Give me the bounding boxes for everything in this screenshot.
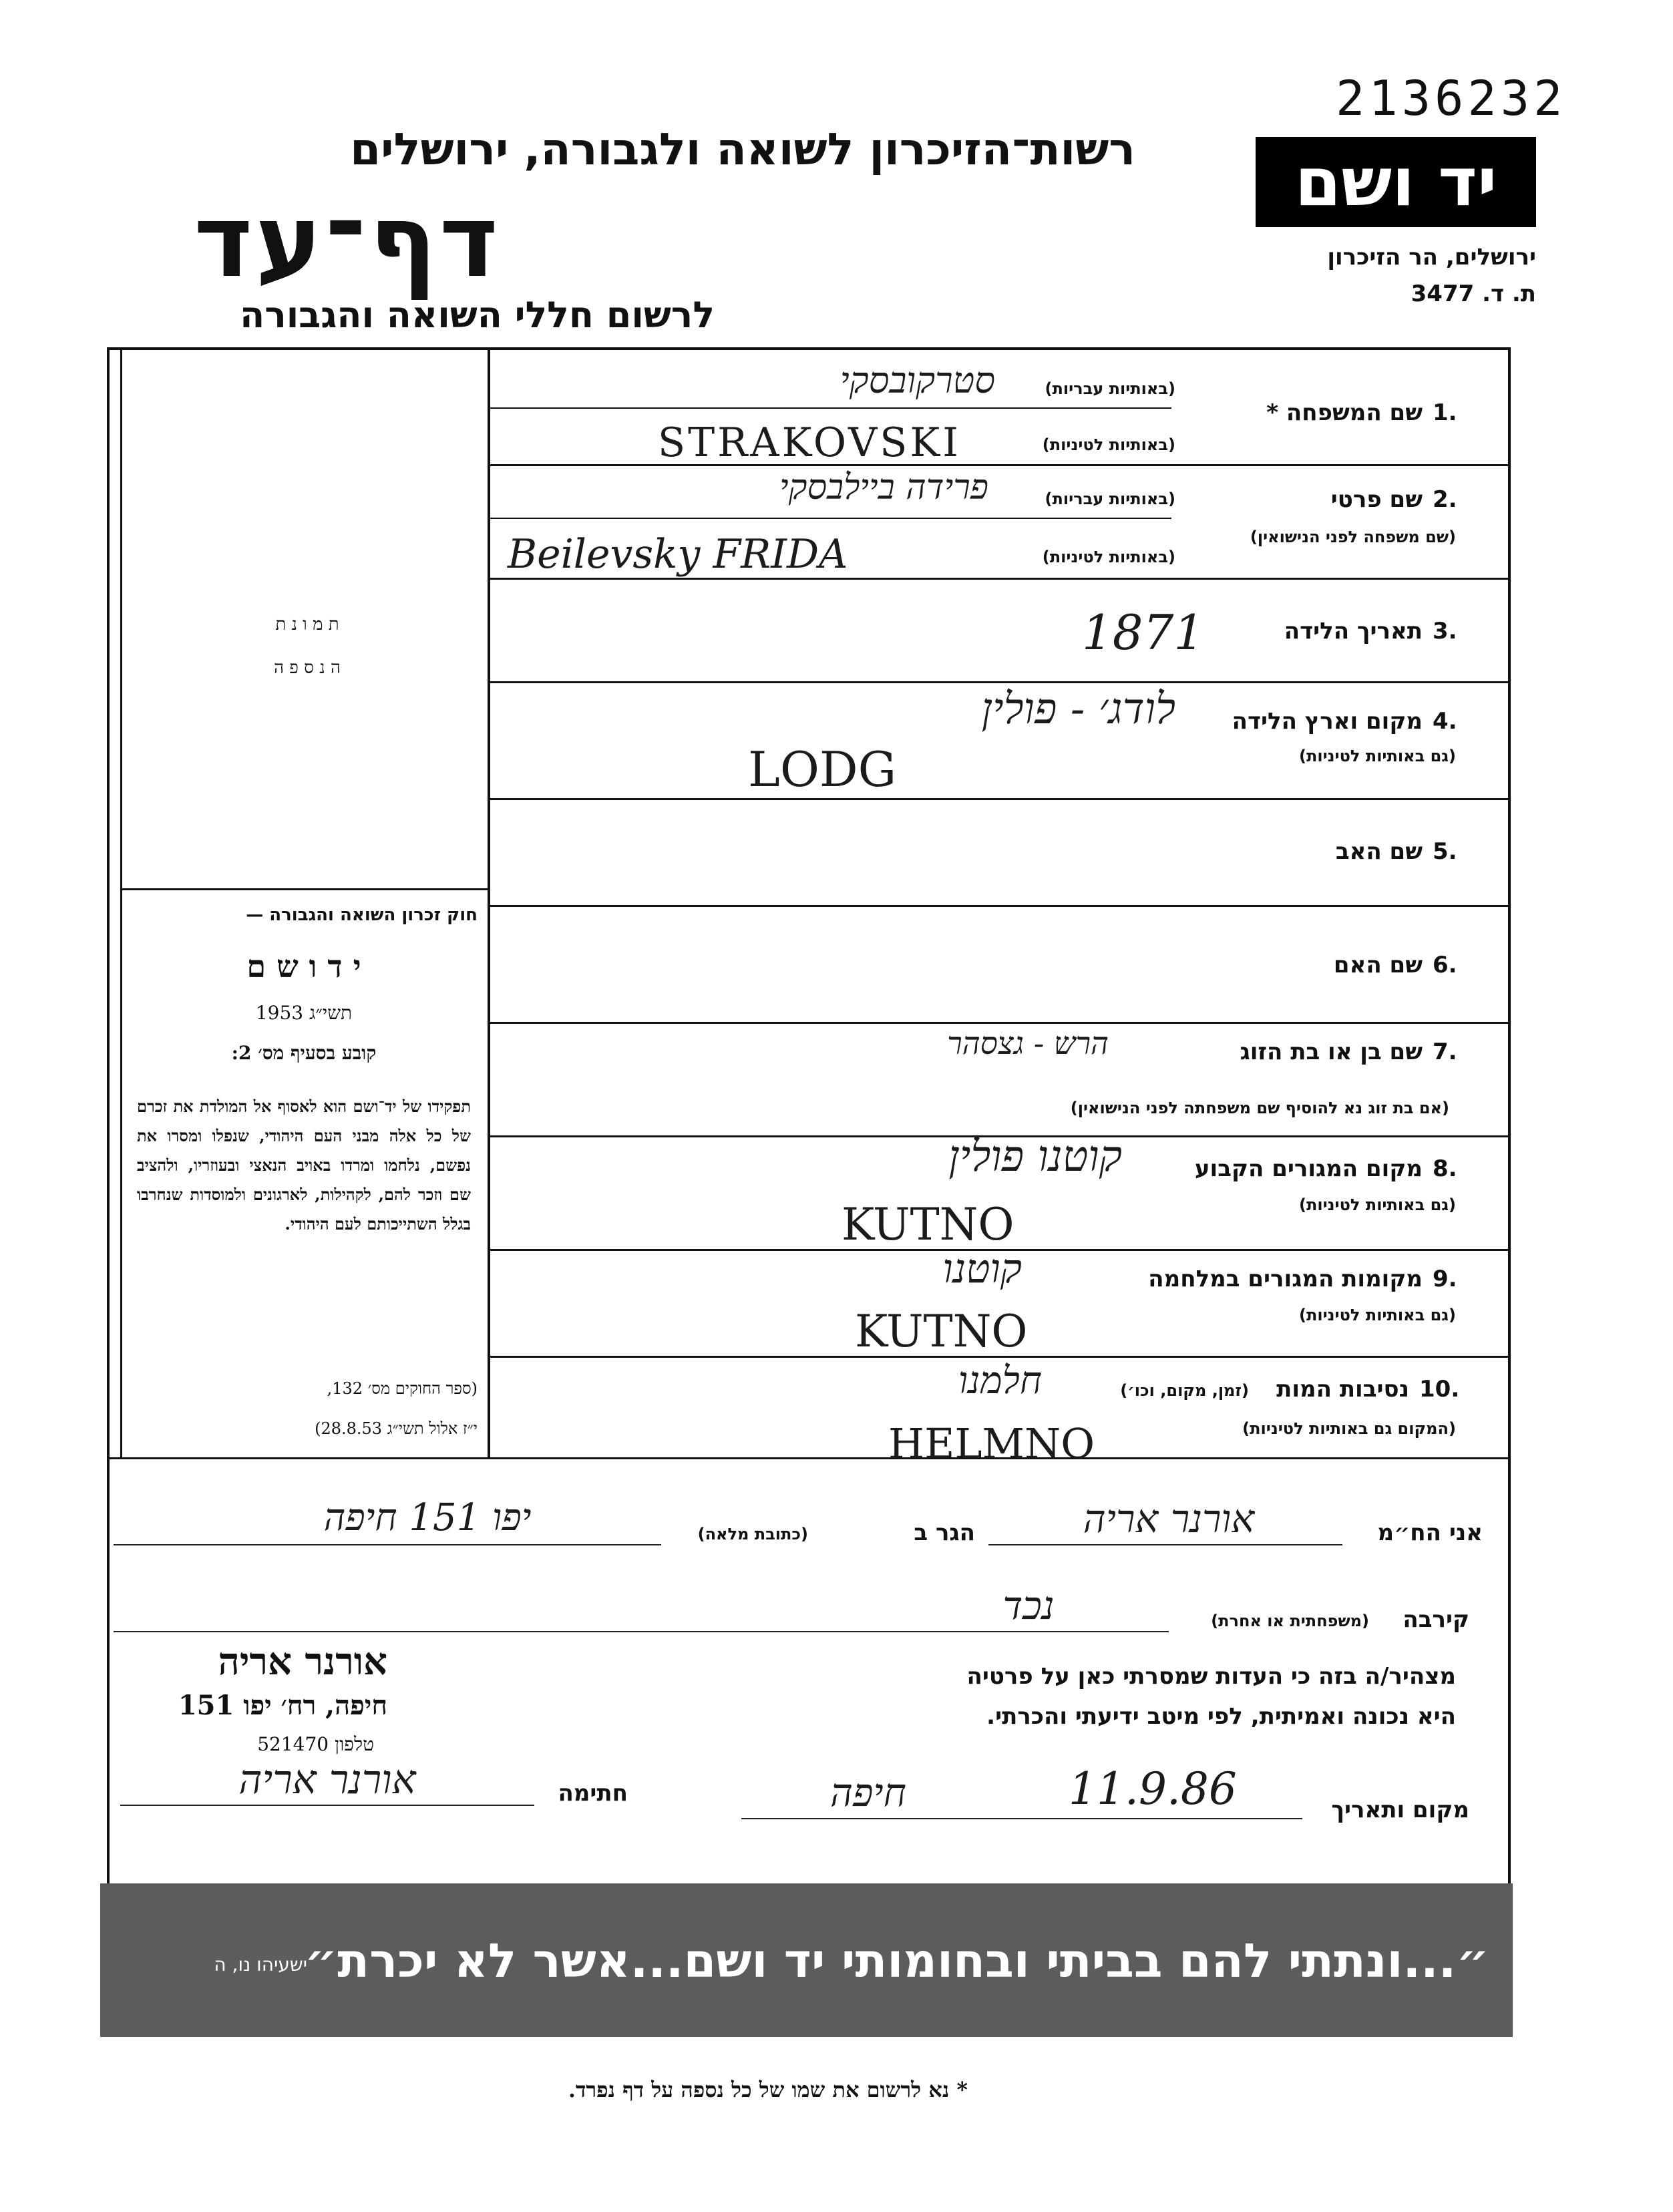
field-10-hebrew-value: חלמנו — [958, 1359, 1042, 1403]
field-4-latin-value: LODG — [748, 741, 897, 797]
field-10-label: נסיבות המות — [1276, 1376, 1409, 1403]
stamp-phone: טלפון 521470 — [257, 1733, 374, 1755]
law-text: תפקידו של יד־ושם הוא לאסוף אל המולדת את זכרם של כל אלה מבני העם היהודי, שנפלו ומסרו את נפשם, נלחמו ומרדו באויב הנאצי ובעוזריו, ולהציב שם וזכר להם, לקהילות, לארגונים ולמוסדות שנחרבו בגלל השתייכותם לעם היהודי. — [137, 1097, 471, 1234]
place-value: חיפה — [830, 1770, 906, 1815]
law-org-name: י ד ו ש ם — [246, 948, 361, 984]
field-2-number: 2. — [1433, 486, 1457, 513]
banner-quote: ״...ונתתי להם בביתי ובחומותי יד ושם...אשר לא יכרת״ — [304, 1933, 1489, 1988]
authority-heading: רשות־הזיכרון לשואה ולגבורה, ירושלים — [350, 124, 1135, 175]
relation-value: נכד — [1002, 1583, 1055, 1628]
address-line-1: ירושלים, הר הזיכרון — [1327, 244, 1536, 270]
declarant-address: יפו 151 חיפה — [323, 1496, 532, 1539]
field-6-label: שם האם — [1333, 952, 1423, 978]
signature-label: חתימה — [558, 1780, 628, 1807]
photo-label-1: ת מ ו נ ת — [275, 614, 339, 634]
field-9-hebrew-value: קוטנו — [942, 1246, 1022, 1292]
row-2-midline — [490, 518, 1171, 519]
field-1-number: 1. — [1433, 399, 1457, 426]
law-clause: קובע בסעיף מס׳ 2: — [231, 1042, 377, 1064]
field-7-value: הרש - גצסהר — [947, 1025, 1109, 1061]
field-3-number: 3. — [1433, 618, 1457, 644]
signature-value: אורנר אריה — [238, 1757, 416, 1803]
law-ref-2: י״ז אלול תשי״ג 28.8.53) — [315, 1419, 478, 1438]
signature-line — [120, 1805, 534, 1806]
field-8-label: מקום המגורים הקבוע — [1194, 1155, 1423, 1182]
field-10-number: 10. — [1419, 1376, 1460, 1403]
footnote: * נא לרשום את שמו של כל נספה על דף נפרד. — [568, 2077, 968, 2102]
yad-vashem-logo: יד ושם — [1256, 137, 1536, 227]
field-9-number: 9. — [1433, 1266, 1457, 1292]
field-2-hebrew-hint: (באותיות עבריות) — [1045, 490, 1175, 508]
field-4-number: 4. — [1433, 708, 1457, 735]
field-10-label-hint: (זמן, מקום, וכו׳) — [1120, 1381, 1249, 1400]
field-4-label: מקום וארץ הלידה — [1232, 708, 1423, 735]
row-sep-5 — [490, 905, 1509, 907]
field-1-latin-hint: (באותיות לטיניות) — [1042, 435, 1175, 454]
stamp-name: אורנר אריה — [218, 1640, 387, 1684]
law-year: תשי״ג 1953 — [255, 1002, 353, 1024]
field-3-label: תאריך הלידה — [1284, 618, 1423, 644]
field-8-hebrew-value: קוטנו פולין — [948, 1132, 1122, 1181]
page-subtitle: לרשום חללי השואה והגבורה — [240, 294, 715, 336]
row-1-midline — [490, 407, 1171, 409]
photo-label-2: ה נ ס פ ה — [274, 658, 341, 678]
row-sep-3 — [490, 681, 1509, 683]
field-8-number: 8. — [1433, 1155, 1457, 1182]
row-sep-4 — [490, 798, 1509, 800]
field-9-latin-value: KUTNO — [855, 1306, 1028, 1357]
field-6-number: 6. — [1433, 952, 1457, 978]
field-8-latin-value: KUTNO — [842, 1199, 1014, 1250]
relation-hint: (משפחתית או אחרת) — [1211, 1612, 1369, 1630]
field-2-label: שם פרטי — [1330, 486, 1423, 513]
law-ref-1: (ספר החוקים מס׳ 132, — [327, 1379, 478, 1398]
field-2-latin-value: Beilevsky FRIDA — [508, 531, 848, 578]
field-1-latin-value: STRAKOVSKI — [658, 419, 961, 466]
page-title: דף־עד — [194, 184, 501, 300]
place-date-line — [741, 1818, 1302, 1819]
declarant-name: אורנר אריה — [1083, 1496, 1255, 1541]
relation-label: קירבה — [1403, 1606, 1469, 1633]
declarant-name-line — [988, 1544, 1342, 1545]
photo-box-divider — [120, 888, 489, 890]
field-4-note: (גם באותיות לטיניות) — [1299, 747, 1456, 765]
photo-box-left — [120, 349, 122, 1457]
field-4-hebrew-value: לודג׳ - פולין — [981, 685, 1175, 734]
field-5-number: 5. — [1433, 838, 1457, 865]
banner-source: ישעיהו נו, ה — [214, 1954, 307, 1976]
field-7-note: (אם בת זוג נא להוסיף שם משפחתה לפני הנישואין) — [1070, 1099, 1449, 1117]
resides-label: הגר ב — [914, 1519, 975, 1546]
relation-line — [114, 1631, 1169, 1632]
field-8-note: (גם באותיות לטיניות) — [1299, 1195, 1456, 1214]
field-2-latin-hint: (באותיות לטיניות) — [1042, 548, 1175, 566]
field-1-label: שם המשפחה * — [1266, 399, 1423, 426]
field-9-label: מקומות המגורים במלחמה — [1148, 1266, 1423, 1292]
field-5-label: שם האב — [1335, 838, 1423, 865]
field-10-latin-value: HELMNO — [888, 1419, 1095, 1468]
field-7-number: 7. — [1433, 1039, 1457, 1065]
date-value: 11.9.86 — [1069, 1763, 1237, 1815]
column-divider — [488, 349, 490, 1457]
declaration-line-1: מצהיר/ה בזה כי העדות שמסרתי כאן על פרטיה — [966, 1663, 1456, 1690]
place-date-label: מקום ותאריך — [1331, 1797, 1469, 1823]
field-1-hebrew-hint: (באותיות עבריות) — [1045, 379, 1175, 398]
address-line — [114, 1544, 661, 1545]
declaration-line-2: היא נכונה ואמיתית, לפי מיטב ידיעתי והכרתי. — [986, 1703, 1456, 1730]
field-2-hebrew-value: פרידה ביילבסקי — [779, 468, 988, 508]
address-hint: (כתובת מלאה) — [697, 1525, 808, 1543]
row-sep-2 — [490, 578, 1509, 580]
document-number: 2136232 — [1336, 70, 1567, 126]
row-sep-6 — [490, 1022, 1509, 1024]
field-7-label: שם בן או בת הזוג — [1240, 1039, 1423, 1065]
address-line-2: ת. ד. 3477 — [1411, 281, 1536, 307]
field-10-note: (המקום גם באותיות לטיניות) — [1242, 1419, 1456, 1438]
field-3-value: 1871 — [1082, 604, 1205, 661]
field-9-note: (גם באותיות לטיניות) — [1299, 1306, 1456, 1324]
field-1-hebrew-value: סטרקובסקי — [840, 359, 995, 401]
row-sep-1 — [490, 464, 1509, 466]
stamp-address: חיפה, רח׳ יפו 151 — [178, 1690, 387, 1721]
law-title: חוק זכרון השואה והגבורה — — [246, 905, 478, 925]
declarant-label: אני הח״מ — [1377, 1519, 1483, 1546]
field-2-note: (שם משפחה לפני הנישואין) — [1250, 528, 1456, 546]
row-sep-10 — [108, 1457, 1509, 1459]
